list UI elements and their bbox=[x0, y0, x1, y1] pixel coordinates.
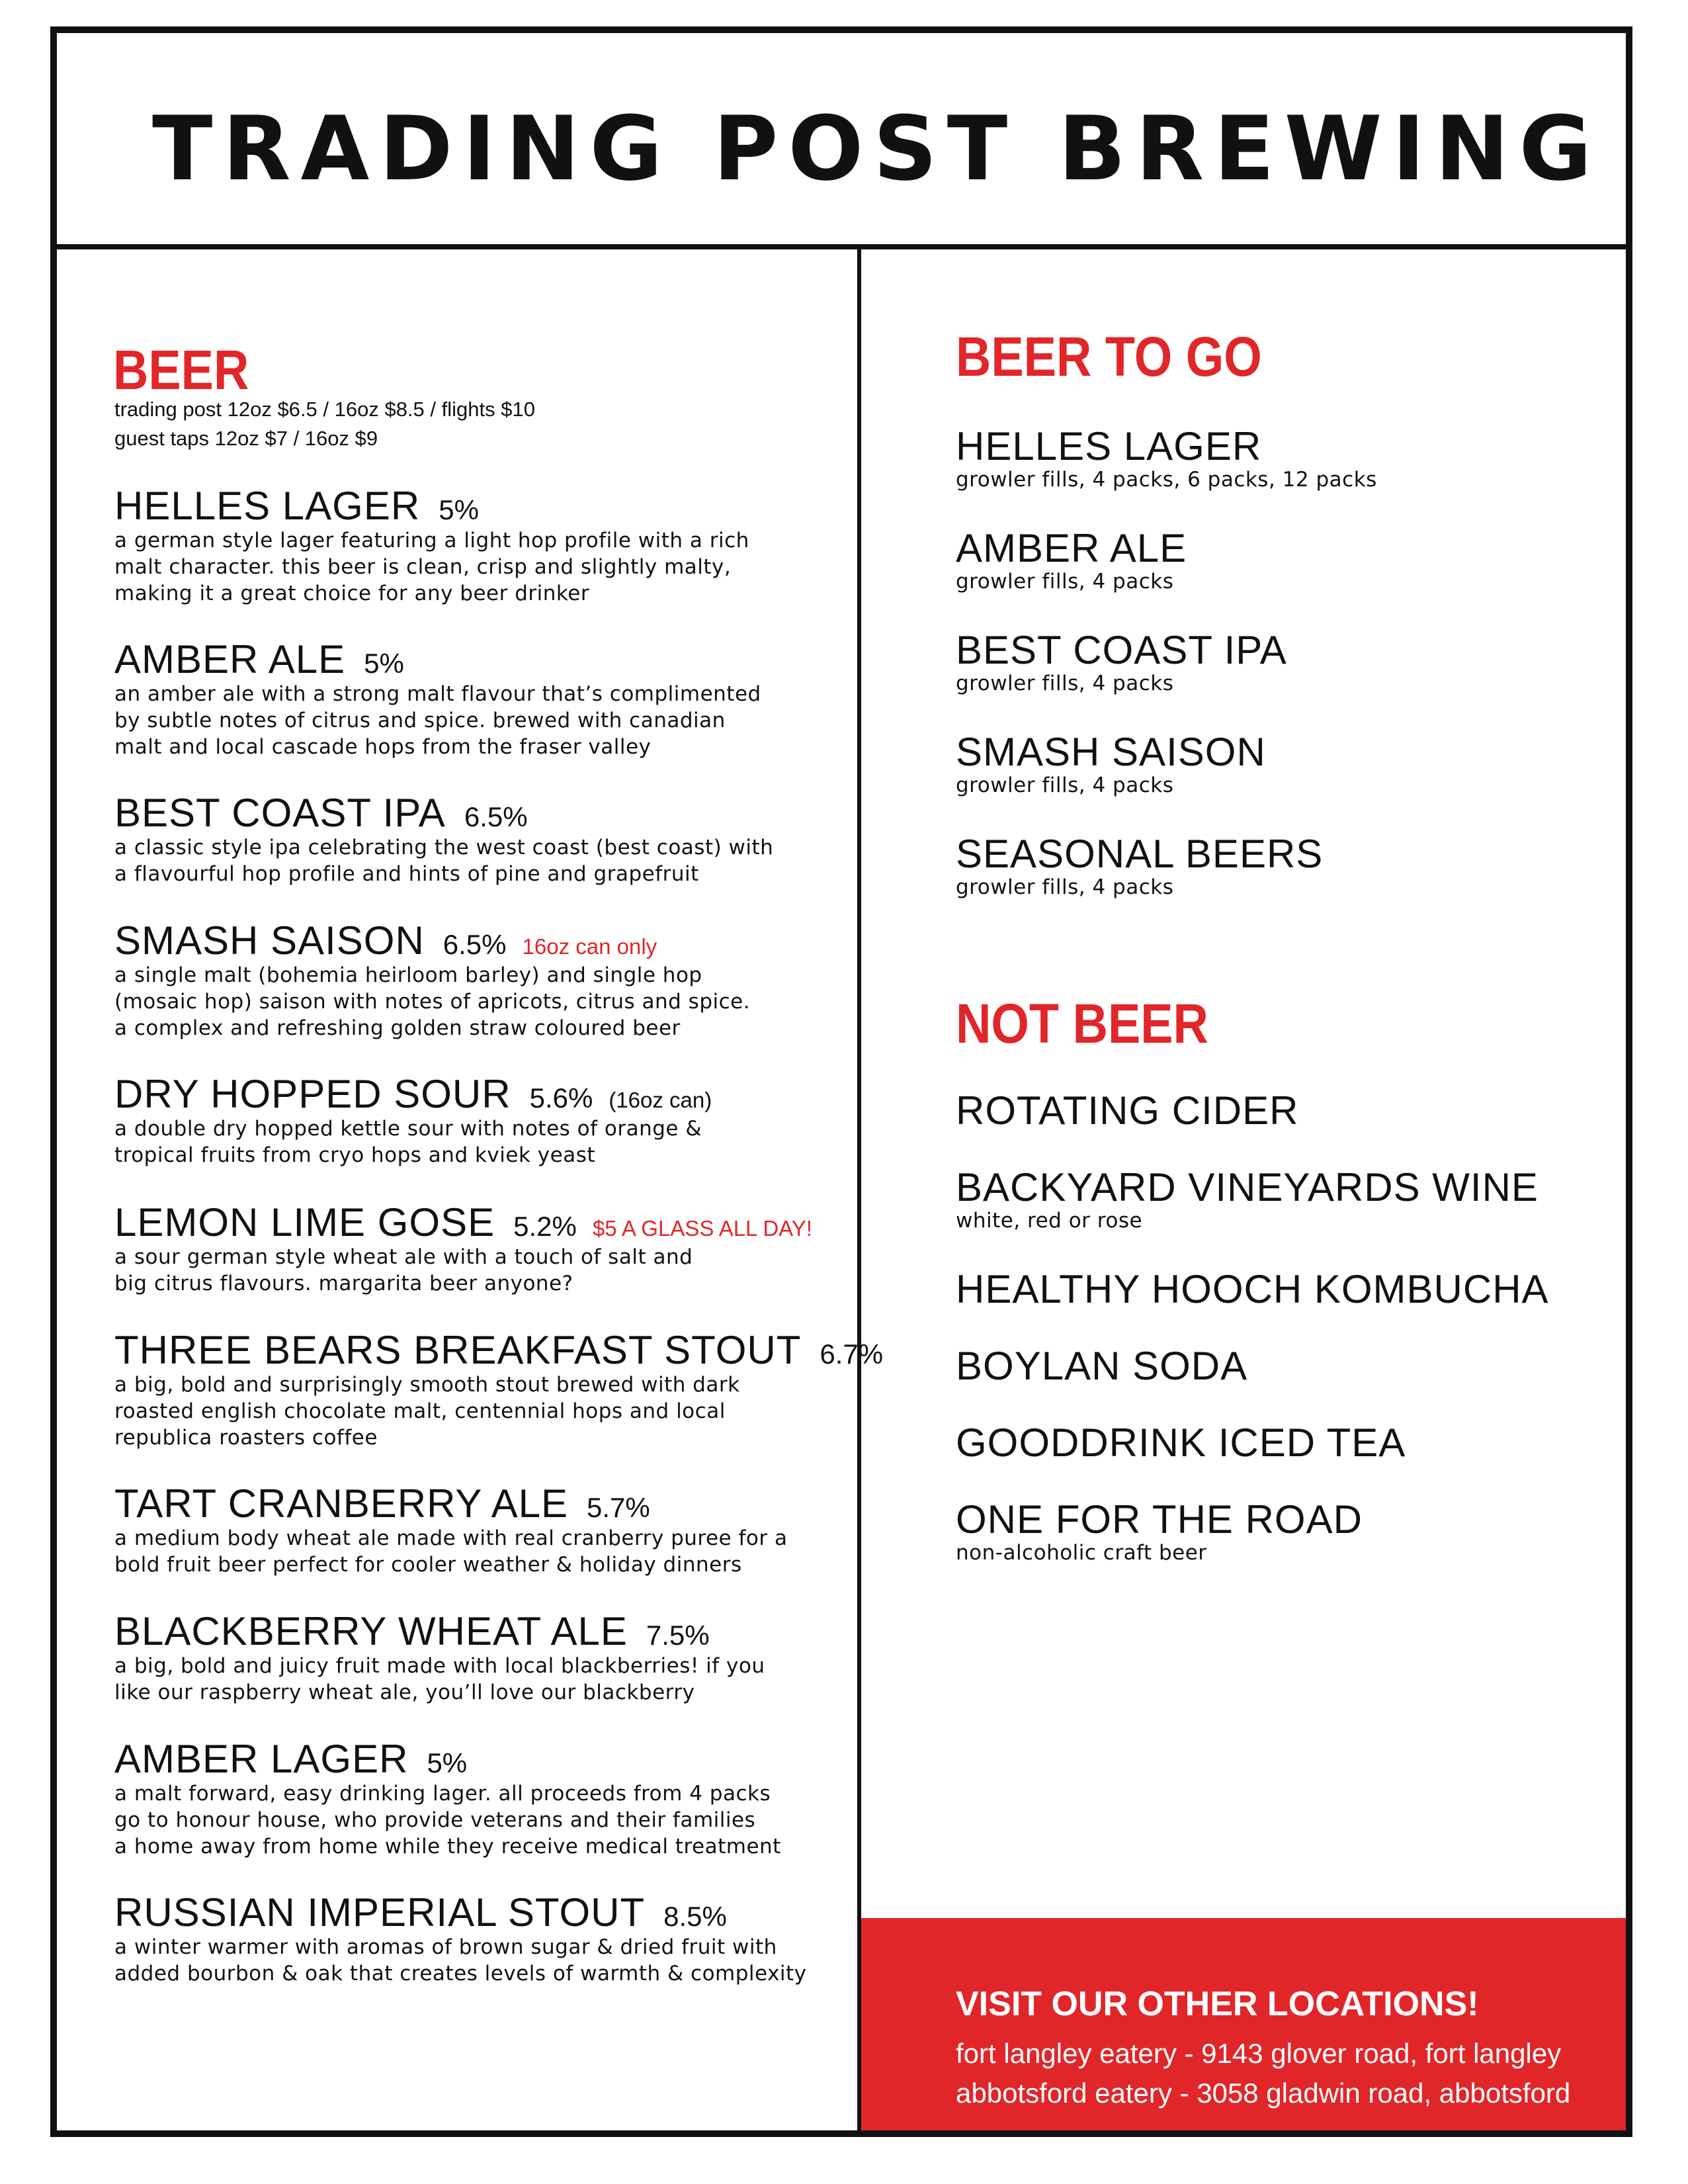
beer-description-line: bold fruit beer perfect for cooler weather & holiday dinners bbox=[114, 1553, 742, 1577]
menu-header bbox=[57, 33, 1626, 249]
beer-description-line: like our raspberry wheat ale, you’ll love our blackberry bbox=[114, 1681, 695, 1704]
price-line-guest-taps: guest taps 12oz $7 / 16oz $9 bbox=[114, 427, 378, 450]
beer-abv: 6.5% bbox=[464, 801, 528, 832]
beer-description bbox=[114, 1780, 849, 1860]
to-go-name: HELLES LAGER bbox=[956, 424, 1262, 468]
beer-description-line: added bourbon & oak that creates levels of warmth & complexity bbox=[114, 1962, 807, 1986]
beer-name: BEST COAST IPA bbox=[114, 791, 446, 835]
beer-description-line: republica roasters coffee bbox=[114, 1426, 378, 1450]
to-go-options: growler fills, 4 packs bbox=[956, 672, 1174, 695]
beer-description-line: by subtle notes of citrus and spice. brewed with canadian bbox=[114, 709, 726, 732]
not-beer-item-one-for-the-road bbox=[956, 1497, 1604, 1565]
beer-name: AMBER ALE bbox=[114, 637, 346, 681]
beer-abv: 5% bbox=[364, 648, 404, 679]
beer-to-go-section-title: BEER TO GO bbox=[956, 326, 1262, 388]
beer-description-line: big citrus flavours. margarita beer anyone? bbox=[114, 1272, 573, 1295]
price-line-trading-post: trading post 12oz $6.5 / 16oz $8.5 / flights $10 bbox=[114, 398, 535, 421]
beer-description bbox=[114, 1934, 849, 1987]
column-divider bbox=[857, 249, 861, 2130]
to-go-name: SMASH SAISON bbox=[956, 730, 1266, 774]
beer-description-line: a flavourful hop profile and hints of pine and grapefruit bbox=[114, 862, 699, 886]
beer-note: 16oz can only bbox=[522, 934, 657, 959]
beer-item-russian-imperial-stout bbox=[114, 1890, 849, 1987]
beer-description-line: malt and local cascade hops from the fraser valley bbox=[114, 735, 652, 759]
brand-title: TRADING POST BREWING bbox=[152, 97, 1602, 200]
to-go-name: SEASONAL BEERS bbox=[956, 832, 1324, 876]
not-beer-detail: non-alcoholic craft beer bbox=[956, 1541, 1207, 1565]
beer-item-amber-ale bbox=[114, 637, 849, 760]
beer-item-smash-saison bbox=[114, 918, 849, 1041]
not-beer-name: ONE FOR THE ROAD bbox=[956, 1497, 1363, 1542]
to-go-name: AMBER ALE bbox=[956, 526, 1187, 570]
to-go-item-helles-lager bbox=[956, 424, 1604, 492]
not-beer-detail: white, red or rose bbox=[956, 1209, 1143, 1233]
beer-description bbox=[114, 1372, 849, 1451]
beer-description-line: (mosaic hop) saison with notes of apricots, citrus and spice. bbox=[114, 990, 751, 1014]
not-beer-name: BACKYARD VINEYARDS WINE bbox=[956, 1165, 1539, 1209]
beer-note: $5 A GLASS ALL DAY! bbox=[592, 1216, 812, 1241]
beer-name: THREE BEARS BREAKFAST STOUT bbox=[114, 1328, 802, 1372]
beer-description bbox=[114, 1244, 849, 1297]
beer-abv: 5.7% bbox=[587, 1492, 650, 1523]
beer-description-line: a classic style ipa celebrating the west coast (best coast) with bbox=[114, 836, 774, 859]
not-beer-item-backyard-vineyards-wine bbox=[956, 1165, 1604, 1233]
beer-description bbox=[114, 834, 849, 887]
beer-abv: 5.2% bbox=[513, 1211, 577, 1242]
beer-description bbox=[114, 962, 849, 1041]
not-beer-name: ROTATING CIDER bbox=[956, 1088, 1299, 1133]
not-beer-name: BOYLAN SODA bbox=[956, 1344, 1248, 1388]
beer-name: SMASH SAISON bbox=[114, 918, 425, 963]
to-go-item-seasonal-beers bbox=[956, 834, 1604, 899]
not-beer-name: GOODDRINK ICED TEA bbox=[956, 1420, 1406, 1465]
location-fort-langley: fort langley eatery - 9143 glover road, fort langley bbox=[956, 2038, 1562, 2069]
beer-description-line: a big, bold and juicy fruit made with local blackberries! if you bbox=[114, 1654, 765, 1678]
beer-description-line: a sour german style wheat ale with a touch of salt and bbox=[114, 1245, 693, 1269]
beer-description-line: a complex and refreshing golden straw coloured beer bbox=[114, 1016, 681, 1040]
beer-description-line: a medium body wheat ale made with real cranberry puree for a bbox=[114, 1526, 788, 1550]
beer-item-best-coast-ipa bbox=[114, 793, 849, 887]
beer-description-line: a home away from home while they receive medical treatment bbox=[114, 1835, 781, 1858]
not-beer-item-gooddrink-iced-tea bbox=[956, 1420, 1604, 1465]
beer-name: BLACKBERRY WHEAT ALE bbox=[114, 1609, 628, 1653]
beer-name: DRY HOPPED SOUR bbox=[114, 1072, 511, 1116]
to-go-item-amber-ale bbox=[956, 526, 1604, 593]
to-go-options: growler fills, 4 packs bbox=[956, 570, 1174, 593]
beer-abv: 6.5% bbox=[443, 929, 507, 960]
to-go-item-smash-saison bbox=[956, 732, 1604, 797]
beer-item-three-bears-breakfast-stout bbox=[114, 1328, 884, 1451]
location-abbotsford: abbotsford eatery - 3058 gladwin road, abbotsford bbox=[956, 2077, 1571, 2109]
to-go-options: growler fills, 4 packs bbox=[956, 875, 1174, 899]
to-go-options: growler fills, 4 packs bbox=[956, 773, 1174, 797]
beer-description-line: a double dry hopped kettle sour with notes of orange & bbox=[114, 1117, 702, 1141]
beer-abv: 5% bbox=[439, 494, 479, 525]
not-beer-section-title: NOT BEER bbox=[956, 992, 1208, 1055]
beer-name: HELLES LAGER bbox=[114, 484, 421, 528]
beer-description bbox=[114, 527, 849, 607]
beer-item-helles-lager bbox=[114, 486, 849, 607]
beer-description-line: a single malt (bohemia heirloom barley) and single hop bbox=[114, 963, 702, 987]
beer-item-blackberry-wheat-ale bbox=[114, 1609, 849, 1706]
beer-description-line: a big, bold and surprisingly smooth stout brewed with dark bbox=[114, 1373, 740, 1397]
beer-description-line: malt character. this beer is clean, crisp and slightly malty, bbox=[114, 555, 732, 579]
beer-name: AMBER LAGER bbox=[114, 1737, 409, 1781]
to-go-options: growler fills, 4 packs, 6 packs, 12 packs bbox=[956, 468, 1377, 492]
beer-description-line: roasted english chocolate malt, centennial hops and local bbox=[114, 1399, 726, 1423]
menu-frame bbox=[50, 26, 1632, 2137]
beer-description-line: a winter warmer with aromas of brown sugar & dried fruit with bbox=[114, 1935, 777, 1959]
beer-description bbox=[114, 1653, 849, 1706]
to-go-name: BEST COAST IPA bbox=[956, 628, 1287, 672]
not-beer-item-boylan-soda bbox=[956, 1346, 1604, 1386]
other-locations-title: VISIT OUR OTHER LOCATIONS! bbox=[956, 1985, 1479, 2023]
beer-name: LEMON LIME GOSE bbox=[114, 1200, 495, 1245]
beer-name: RUSSIAN IMPERIAL STOUT bbox=[114, 1890, 646, 1935]
beer-description-line: an amber ale with a strong malt flavour that’s complimented bbox=[114, 682, 761, 706]
beer-description-line: tropical fruits from cryo hops and kviek yeast bbox=[114, 1143, 595, 1167]
beer-description bbox=[114, 1115, 849, 1168]
not-beer-item-rotating-cider bbox=[956, 1088, 1604, 1133]
not-beer-name: HEALTHY HOOCH KOMBUCHA bbox=[956, 1267, 1549, 1311]
beer-description-line: go to honour house, who provide veterans and their families bbox=[114, 1808, 756, 1832]
beer-abv: 5.6% bbox=[529, 1082, 593, 1114]
beer-description-line: a malt forward, easy drinking lager. all proceeds from 4 packs bbox=[114, 1782, 771, 1806]
beer-description bbox=[114, 681, 849, 760]
beer-item-dry-hopped-sour bbox=[114, 1074, 849, 1168]
other-locations-panel bbox=[861, 1918, 1626, 2130]
beer-name: TART CRANBERRY ALE bbox=[114, 1481, 569, 1526]
beer-abv: 5% bbox=[427, 1747, 468, 1778]
beer-item-lemon-lime-gose bbox=[114, 1200, 849, 1297]
beer-note: (16oz can) bbox=[609, 1088, 712, 1112]
beer-item-amber-lager bbox=[114, 1739, 849, 1860]
beer-abv: 8.5% bbox=[663, 1901, 727, 1932]
to-go-item-best-coast-ipa bbox=[956, 628, 1604, 695]
beer-description bbox=[114, 1525, 849, 1578]
beer-section-title: BEER bbox=[113, 339, 249, 401]
beer-item-tart-cranberry-ale bbox=[114, 1481, 849, 1578]
beer-abv: 7.5% bbox=[646, 1620, 710, 1651]
not-beer-item-healthy-hooch-kombucha bbox=[956, 1267, 1604, 1311]
beer-description-line: a german style lager featuring a light hop profile with a rich bbox=[114, 529, 749, 552]
beer-abv: 6.7% bbox=[820, 1338, 884, 1370]
beer-description-line: making it a great choice for any beer drinker bbox=[114, 582, 590, 605]
